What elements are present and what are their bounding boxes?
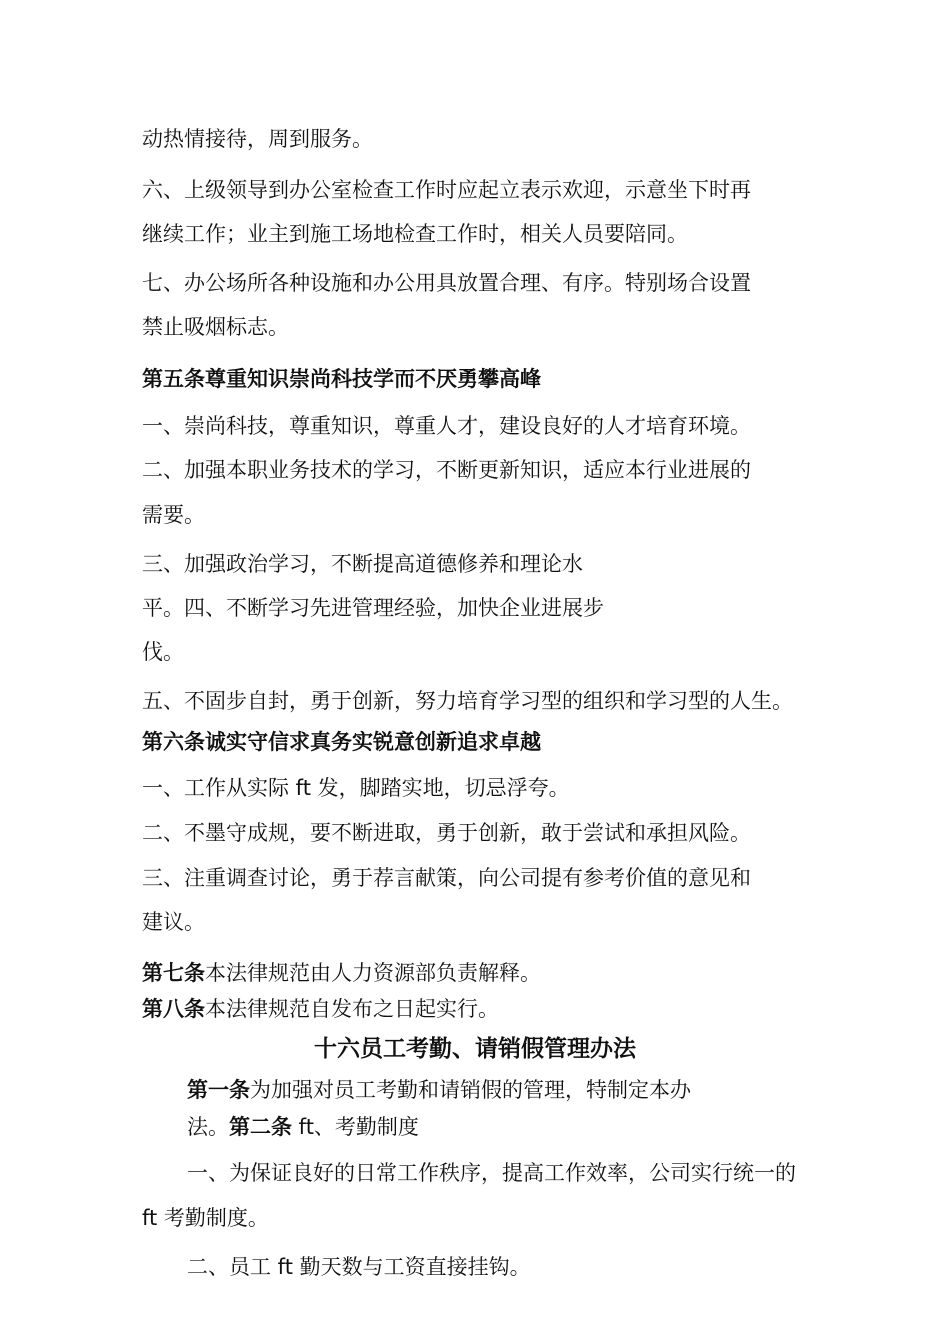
paragraph-line: 建议。 xyxy=(142,910,205,934)
paragraph-line: 三、加强政治学习，不断提高道德修养和理论水 xyxy=(142,552,583,576)
paragraph-line: 一、为保证良好的日常工作秩序，提高工作效率，公司实行统一的 xyxy=(187,1161,796,1185)
paragraph-line: 二、不墨守成规，要不断进取，勇于创新，敢于尝试和承担风险。 xyxy=(142,821,751,845)
article-5-heading: 第五条尊重知识崇尚科技学而不厌勇攀高峰 xyxy=(142,367,541,391)
section-title: 十六员工考勤、请销假管理办法 xyxy=(314,1036,636,1062)
section-article-2-line xyxy=(187,1112,867,1142)
paragraph-line: 一、工作从实际 ft 发，脚踏实地，切忌浮夸。 xyxy=(142,776,570,800)
paragraph-line: 平。四、不断学习先进管理经验，加快企业进展步 xyxy=(142,596,604,620)
paragraph-line: 继续工作；业主到施工场地检查工作时，相关人员要陪同。 xyxy=(142,222,688,246)
paragraph-line: 三、注重调查讨论，勇于荐言献策，向公司提有参考价值的意见和 xyxy=(142,866,751,890)
article-6-heading: 第六条诚实守信求真务实锐意创新追求卓越 xyxy=(142,730,541,754)
article-7-label: 第七条 xyxy=(142,961,205,985)
section-article-1-text: 为加强对员工考勤和请销假的管理，特制定本办 xyxy=(250,1078,691,1102)
paragraph-line: 动热情接待，周到服务。 xyxy=(142,127,373,151)
section-article-1-line xyxy=(187,1075,867,1105)
paragraph-line: 禁止吸烟标志。 xyxy=(142,315,289,339)
paragraph-line: 需要。 xyxy=(142,503,205,527)
paragraph-line: 五、不固步自封，勇于创新，努力培育学习型的组织和学习型的人生。 xyxy=(142,689,793,713)
article-7-line xyxy=(142,958,822,988)
section-line-2-a: 法。 xyxy=(187,1115,229,1139)
article-7-text: 本法律规范由人力资源部负责解释。 xyxy=(205,961,541,985)
section-line-2-b: ft、考勤制度 xyxy=(292,1115,419,1139)
article-8-text: 本法律规范自发布之日起实行。 xyxy=(205,997,499,1021)
paragraph-line: 七、办公场所各种设施和办公用具放置合理、有序。特别场合设置 xyxy=(142,271,751,295)
section-article-1-label: 第一条 xyxy=(187,1078,250,1102)
paragraph-line: 一、崇尚科技，尊重知识，尊重人才，建设良好的人才培育环境。 xyxy=(142,414,751,438)
section-article-2-label: 第二条 xyxy=(229,1115,292,1139)
paragraph-line: 二、员工 ft 勤天数与工资直接挂钩。 xyxy=(187,1255,531,1279)
article-8-label: 第八条 xyxy=(142,997,205,1021)
paragraph-line: 二、加强本职业务技术的学习，不断更新知识，适应本行业进展的 xyxy=(142,458,751,482)
paragraph-line: ft 考勤制度。 xyxy=(142,1206,269,1230)
paragraph-line: 六、上级领导到办公室检查工作时应起立表示欢迎，示意坐下时再 xyxy=(142,178,751,202)
article-8-line xyxy=(142,994,822,1024)
paragraph-line: 伐。 xyxy=(142,640,184,664)
